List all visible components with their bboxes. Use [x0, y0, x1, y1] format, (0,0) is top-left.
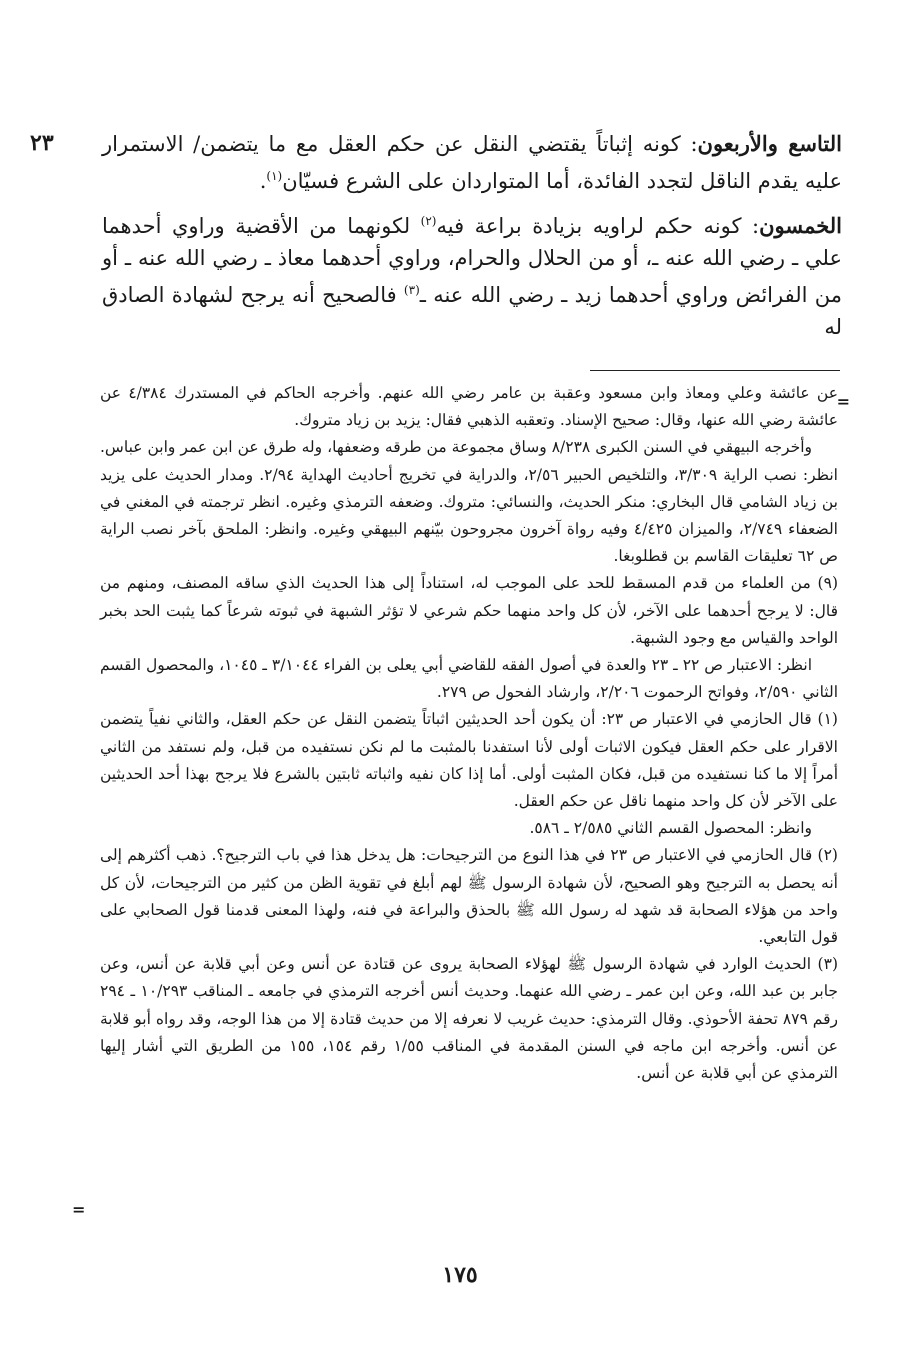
footnote-ref-2[interactable]: (٢) [420, 214, 437, 228]
footnote-9 [100, 570, 840, 652]
footnote-2-number: (٢) [817, 846, 838, 865]
footnote-1-references: وانظر: المحصول القسم الثاني ٢/٥٨٥ ـ ٥٨٦. [529, 819, 812, 838]
continuation-mark-bottom: = [72, 1200, 86, 1219]
paragraph-50 [102, 205, 842, 343]
paragraph-50-text-b: لكونهما من الأقضية وراوي أحدهما علي ـ رضي الله عنه ـ، أو من الحلال والحرام، وراوي أحدهما معاذ ـ رضي الله عنه ـ أو من الفرائض وراوي أحدهما زيد ـ رضي الله عنه ـ [102, 214, 842, 307]
page-number: ١٧٥ [442, 1262, 478, 1288]
main-text [102, 128, 842, 351]
footnote-continuation: عن عائشة وعلي ومعاذ وابن مسعود وعقبة بن عامر رضي الله عنهم. وأخرجه الحاكم في المستدرك ٤/٣٨٤ عن عائشة رضي الله عنها، وقال: صحيح الإسناد. وتعقبه الذهبي فقال: يزيد بن زياد متروك. [100, 384, 838, 430]
footnote-9-references: انظر: الاعتبار ص ٢٢ ـ ٢٣ والعدة في أصول الفقه للقاضي أبي يعلى بن الفراء ٣/١٠٤٤ ـ ١٠٤٥، والمحصول القسم الثاني ٢/٥٩٠، وفواتح الرحموت ٢/٢٠٦، وارشاد الفحول ص ٢٧٩. [100, 656, 838, 702]
footnote-ref-3[interactable]: (٣) [403, 283, 420, 297]
footnote-1 [100, 706, 840, 815]
heading-50: الخمسون [759, 213, 842, 238]
footnote-9-number: (٩) [817, 574, 838, 593]
footnote-continuation-2: وأخرجه البيهقي في السنن الكبرى ٨/٢٣٨ وساق مجموعة من طرقه وضعفها، وله طرق عن ابن عمر وابن عباس. انظر: نصب الراية ٣/٣٠٩، والتلخيص الحبير ٢/٥٦، والدراية في تخريج أحاديث الهداية ٢/٩٤. ومدار الحديث على يزيد بن زياد الشامي قال البخاري: منكر الحديث، والنسائي: متروك. وضعفه الترمذي وغيره. انظر ترجمته في المغني في الضعفاء ٢/٧٤٩، والميزان ٤/٤٢٥ وفيه رواة آخرون مجروحون بيّنهم البيهقي وغيره. وانظر: الملحق بآخر نصب الراية ص ٦٢ تعليقات القاسم بن قطلوبغا. [100, 438, 838, 566]
footnote-3-number: (٣) [817, 955, 838, 974]
paragraph-50-text-c: فالصحيح أنه يرجح لشهادة الصادق له [102, 283, 842, 339]
margin-page-reference: ٢٣ [30, 130, 54, 156]
footnote-1-text: قال الحازمي في الاعتبار ص ٢٣: أن يكون أحد الحديثين اثباتاً يتضمن النقل عن حكم العقل، والثاني نفياً يتضمن الاقرار على حكم العقل فيكون الاثبات أولى لأنا استفدنا بالمثبت ما لم نكن نستفيده من قبل، ولم نستفد من الثاني أمراً إلا ما كنا نستفيده من قبل، فكان المثبت أولى. أما إذا كان نفيه واثباته ثابتين بالشرع فلا يرجح بهذا أحد الحديثين على الآخر لأن كل واحد منهما ناقل عن حكم العقل. [100, 710, 838, 811]
footnote-3 [100, 951, 840, 1087]
footnote-2-text: قال الحازمي في الاعتبار ص ٢٣ في هذا النوع من الترجيحات: هل يدخل هذا في باب الترجيح؟. ذهب أكثرهم إلى أنه يحصل به الترجيح وهو الصحيح، لأن شهادة الرسول ﷺ لهم أبلغ في تقوية الظن من كثير من الترجيحات، لأن كل واحد من هؤلاء الصحابة قد شهد له رسول الله ﷺ بالحذق والبراعة في فنه، ولهذا المعنى قدمنا قول الصحابي على قول التابعي. [100, 846, 838, 947]
paragraph-50-text-a: : كونه حكم لراويه بزيادة براعة فيه [436, 214, 760, 238]
paragraph-49-end: . [259, 169, 267, 193]
footnote-2 [100, 842, 840, 951]
footnote-ref-1[interactable]: (١) [266, 169, 283, 183]
footnote-3-text: الحديث الوارد في شهادة الرسول ﷺ لهؤلاء الصحابة يروى عن قتادة عن أنس وعن أبي قلابة عن أنس، وعن جابر بن عبد الله، وعن ابن عمر ـ رضي الله عنهما. وحديث أنس أخرجه الترمذي في جامعه ـ المناقب ١٠/٢٩٣ ـ ٢٩٤ رقم ٨٧٩ تحفة الأحوذي. وقال الترمذي: حديث غريب لا نعرفه إلا من حديث قتادة إلا من هذا الوجه، وقد رواه أبو قلابة عن أنس. وأخرجه ابن ماجه في السنن المقدمة في المناقب ١/٥٥ رقم ١٥٤، ١٥٥ من الطريق التي أشار إليها الترمذي عن أبي قلابة عن أنس. [100, 955, 839, 1083]
continuation-mark-top: = [836, 392, 850, 411]
footnote-separator [590, 370, 840, 371]
heading-49: التاسع والأربعون [697, 131, 842, 156]
footnote-9-text: من العلماء من قدم المسقط للحد على الموجب له، استناداً إلى هذا الحديث الذي ساقه المصنف، ومنهم من قال: لا يرجح أحدهما على الآخر، لأن كل واحد منهما حكم شرعي لا تؤثر الشبهة في ثبوته شرعاً كما يثبت الحد بخبر الواحد والقياس مع وجود الشبهة. [100, 574, 838, 647]
footnote-1-number: (١) [817, 710, 838, 729]
footnotes [100, 380, 840, 1087]
paragraph-49-text: : كونه إثباتاً يقتضي النقل عن حكم العقل مع ما يتضمن/ الاستمرار عليه يقدم الناقل لتجدد الفائدة، أما المتواردان على الشرع فسيّان [102, 132, 842, 193]
paragraph-49 [102, 128, 842, 197]
